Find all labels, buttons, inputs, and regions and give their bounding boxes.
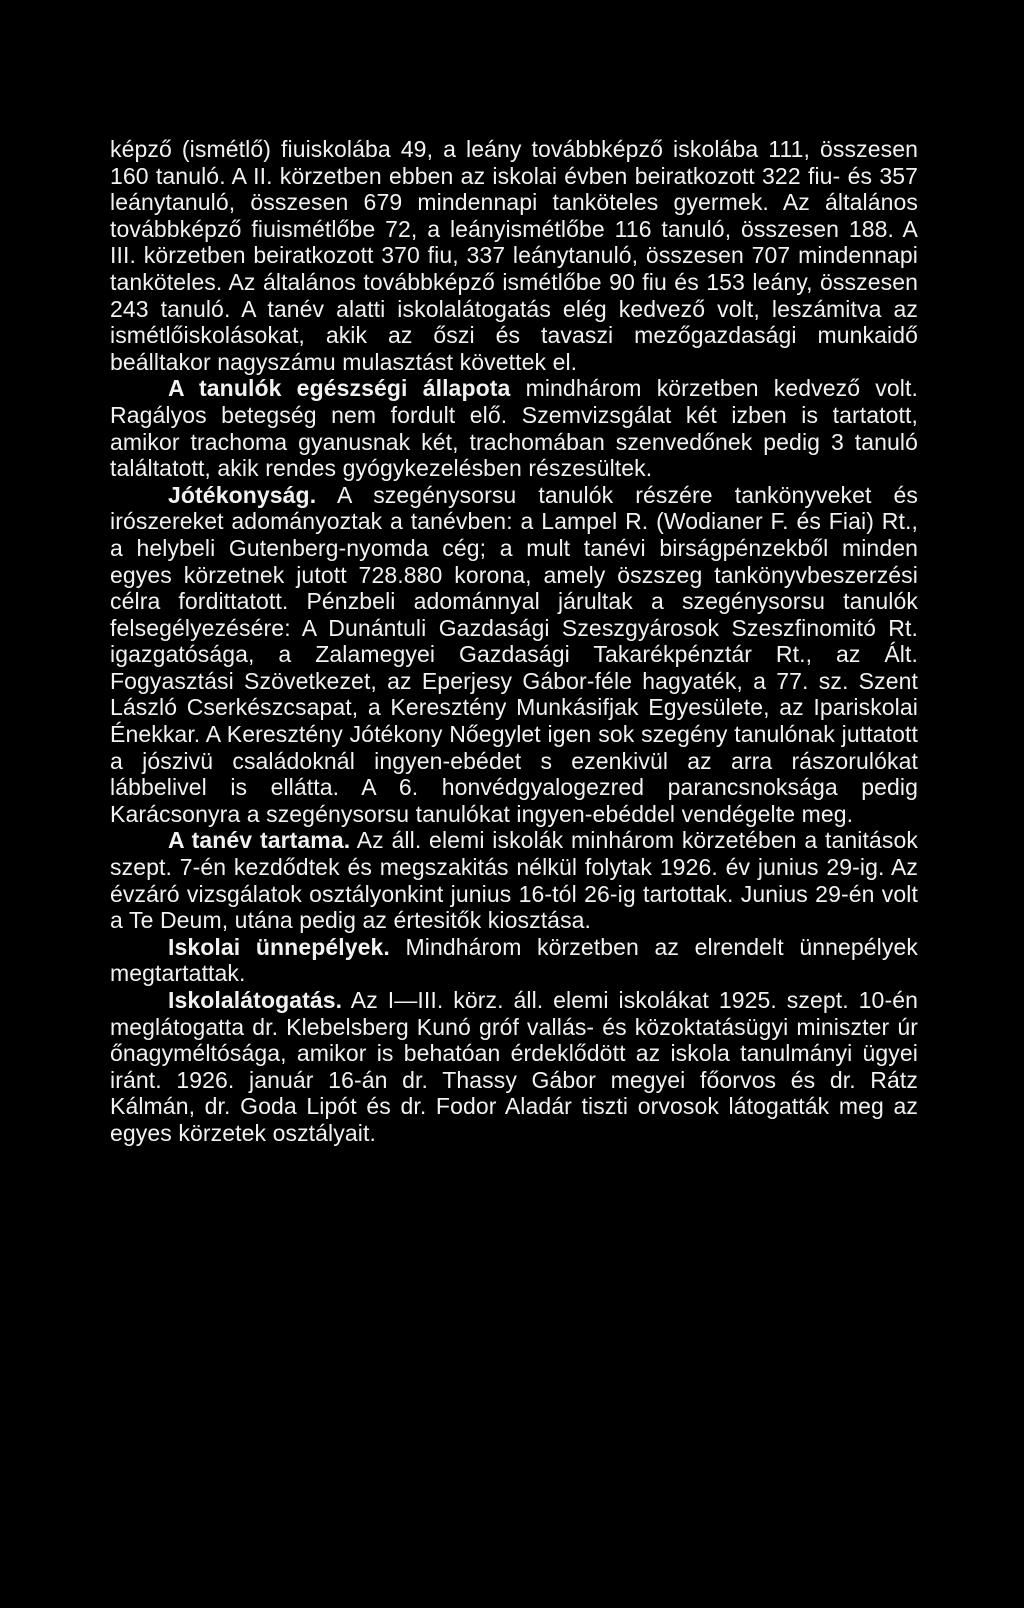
paragraph-text: Mindhárom körzetben az elrendelt ünnepélyek megtartattak.	[110, 933, 918, 987]
paragraph-school-year	[110, 827, 918, 933]
paragraph-health	[110, 375, 918, 481]
paragraph-charity	[110, 482, 918, 828]
section-heading: Iskolalátogatás.	[168, 987, 343, 1013]
section-heading: A tanulók egészségi állapota	[168, 375, 511, 402]
paragraph-text: Az I—III. körz. áll. elemi iskolákat 1925. szept. 10-én meglátogatta dr. Klebelsberg Kunó gróf vallás- és közoktatásügyi miniszter úr őnagyméltósága, amikor is behatóan érdeklődött az iskola tanulmányi ügyei iránt. 1926. január 16-án dr. Thassy Gábor megyei főorvos és dr. Rátz Kálmán, dr. Goda Lipót és dr. Fodor Aladár tiszti orvosok látogatták meg az egyes körzetek osztályait.	[110, 987, 918, 1146]
section-heading: Jótékonyság.	[168, 481, 317, 508]
paragraph-school-visit	[110, 987, 918, 1147]
paragraph-enrollment	[110, 136, 918, 375]
section-heading: A tanév tartama.	[168, 827, 351, 854]
paragraph-text: A szegénysorsu tanulók részére tankönyveket és irószereket adományoztak a tanévben: a Lampel R. (Wodianer F. és Fiai) Rt., a helybeli Gutenberg-nyomda cég; a mult tanévi birságpénzekből minden egyes körzetnek jutott 728.880 korona, amely öszszeg tankönyvbeszerzési célra fordittatott. Pénzbeli adománnyal járultak a szegénysorsu tanulók felsegélyezésére: A Dunántuli Gazdasági Szeszgyárosok Szeszfinomitó Rt. igazgatósága, a Zalamegyei Gazdasági Takarékpénztár Rt., az Ált. Fogyasztási Szövetkezet, az Eperjesy Gábor-féle hagyaték, a 77. sz. Szent László Cserkészcsapat, a Keresztény Munkásifjak Egyesülete, az Ipariskolai Énekkar. A Keresztény Jótékony Nőegylet igen sok szegény tanulónak juttatott a jószivü családoknál ingyen-ebédet s ezenkivül az arra rászorulókat lábbelivel is ellátta. A 6. honvédgyalogezred parancsnoksága pedig Karácsonyra a szegénysorsu tanulókat ingyen-ebéddel vendégelte meg.	[110, 481, 918, 827]
paragraph-text: Az áll. elemi iskolák minhárom körzetében a tanitások szept. 7-én kezdődtek és megszakitás nélkül folytak 1926. év junius 29-ig. Az évzáró vizsgálatok osztályonkint junius 16-tól 26-ig tartottak. Junius 29-én volt a Te Deum, utána pedig az értesitők kiosztása.	[110, 827, 918, 934]
paragraph-text: képző (ismétlő) fiuiskolába 49, a leány továbbképző iskolába 111, összesen 160 tanuló. A II. körzetben ebben az iskolai évben beiratkozott 322 fiu- és 357 leánytanuló, összesen 679 mindennapi tanköteles gyermek. Az általános továbbképző fiuismétlőbe 72, a leányismétlőbe 116 tanuló, összesen 188. A III. körzetben beiratkozott 370 fiu, 337 leánytanuló, összesen 707 mindennapi tanköteles. Az általános továbbképző ismétlőbe 90 fiu és 153 leány, összesen 243 tanuló. A tanév alatti iskolalátogatás elég kedvező volt, leszámitva az ismétlőiskolásokat, akik az őszi és tavaszi mezőgazdasági munkaidő beálltakor nagyszámu mulasztást követtek el.	[110, 136, 918, 375]
document-body	[110, 136, 918, 1147]
section-heading: Iskolai ünnepélyek.	[168, 933, 390, 960]
paragraph-text: mindhárom körzetben kedvező volt. Ragályos betegség nem fordult elő. Szemvizsgálat két izben is tartatott, amikor trachoma gyanusnak két, trachomában szenvedőnek pedig 3 tanuló találtatott, akik rendes gyógykezelésben részesültek.	[110, 375, 918, 482]
paragraph-celebrations	[110, 934, 918, 987]
